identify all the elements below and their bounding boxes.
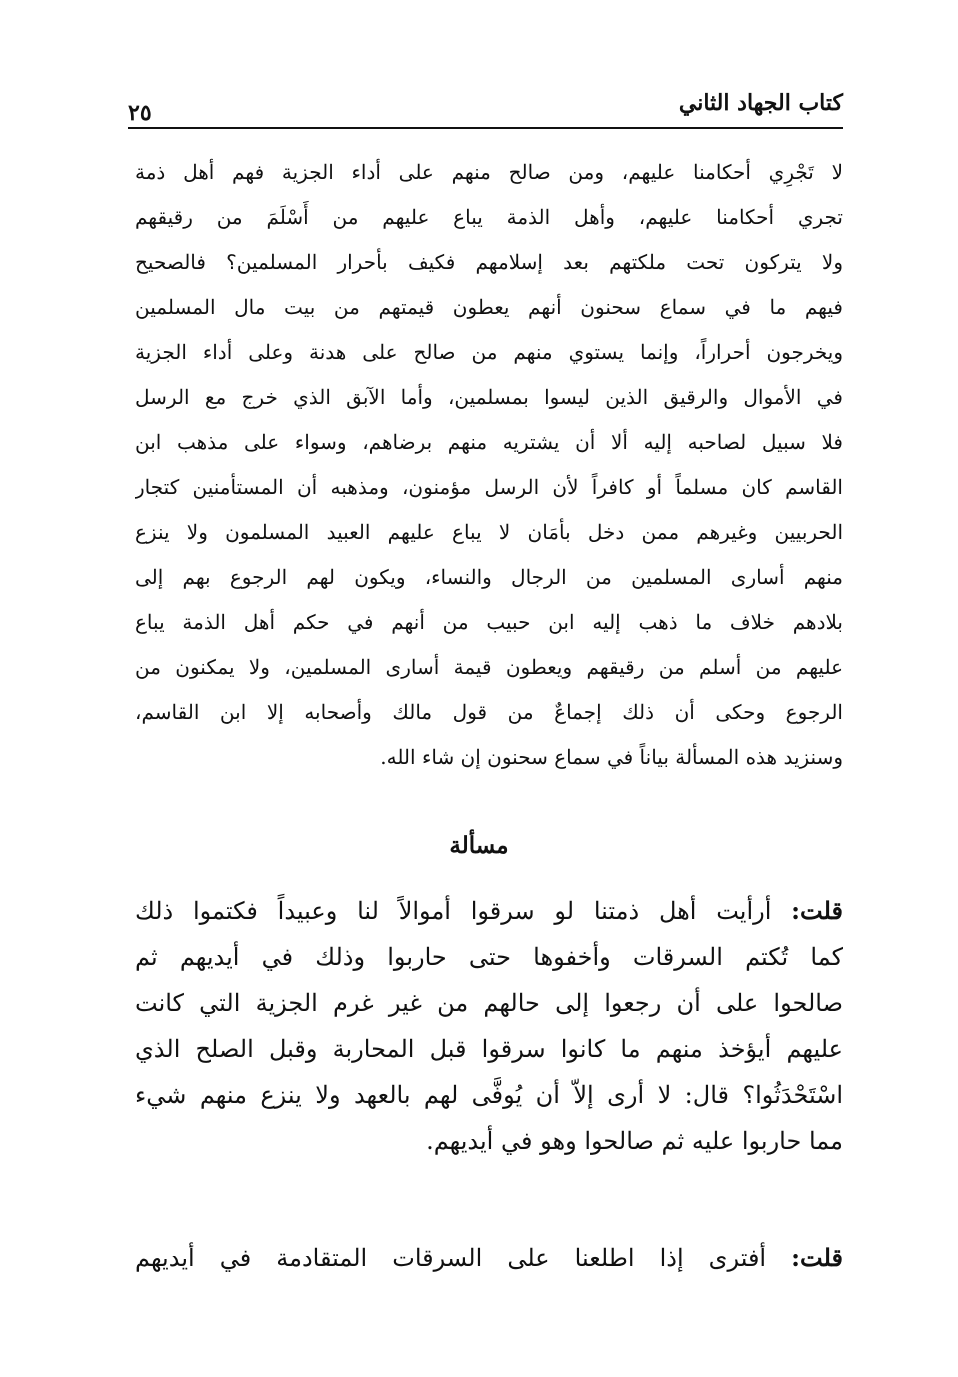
- header-rule: [128, 127, 843, 129]
- text-line: عليهم أيؤخذ منهم ما كانوا سرقوا قبل المحاربة وقبل الصلح الذي: [135, 1035, 843, 1063]
- text-line: في الأموال والرقيق الذين ليسوا بمسلمين، وأما الآبق الذي خرج مع الرسل: [135, 385, 843, 409]
- text-line: ويخرجون أحراراً، وإنما يستوي منهم من صالح على هدنة وعلى أداء الجزية: [135, 340, 843, 364]
- text-line: منهم أسارى المسلمين من الرجال والنساء، ويكون لهم الرجوع بهم إلى: [135, 565, 843, 589]
- text-line: [135, 888, 843, 934]
- text-line: ولا يتركون تحت ملكتهم بعد إسلامهم فكيف بأحرار المسلمين؟ فالصحيح: [135, 250, 843, 274]
- text-line: لا تَجْرِي أحكامنا عليهم، ومن صالح منهم على أداء الجزية فهم أهل ذمة: [135, 160, 843, 184]
- running-header: [128, 88, 843, 128]
- section-heading: مسألة: [449, 832, 509, 859]
- text-line: صالحوا على أن رجعوا إلى حالهم من غير غرم الجزية التي كانت: [135, 989, 843, 1017]
- text-line: عليهم من أسلم من رقيقهم ويعطون قيمة أسارى المسلمين، ولا يمكنون من: [135, 655, 843, 679]
- text-line: فلا سبيل لصاحبه إليه ألا أن يشتريه منهم برضاهم، وسواء على مذهب ابن: [135, 430, 843, 454]
- page-number: ٢٥: [128, 100, 152, 126]
- paragraph-1: [135, 150, 843, 780]
- header-title: كتاب الجهاد الثاني: [678, 90, 843, 116]
- text-line: فيهم ما في سماع سحنون أنهم يعطون قيمتهم من بيت مال المسلمين: [135, 295, 843, 319]
- line-text: أفترى إذا اطلعنا على السرقات المتقادمة في أيديهم: [135, 1244, 767, 1272]
- text-line: مما حاربوا عليه ثم صالحوا وهو في أيديهم.: [426, 1127, 843, 1155]
- paragraph-3: [135, 1235, 843, 1281]
- speaker-label: قلت:: [791, 896, 843, 925]
- paragraph-2: [135, 888, 843, 1164]
- text-line: الرجوع وحكى أن ذلك إجماعٌ من قول مالك وأصحابه إلا ابن القاسم،: [135, 700, 843, 724]
- text-line: الحربيين وغيرهم ممن دخل بأمَان لا يباع عليهم العبيد المسلمون ولا ينزع: [135, 520, 843, 544]
- text-line: كما تُكتم السرقات وأخفوها حتى حاربوا وذلك في أيديهم ثم: [135, 943, 843, 971]
- text-line: تجري أحكامنا عليهم، وأهل الذمة يباع عليهم من أَسْلَمَ من رقيقهم: [135, 205, 843, 229]
- speaker-label: قلت:: [791, 1243, 843, 1272]
- line-text: أرأيت أهل ذمتنا لو سرقوا أموالاً لنا وعبيداً فكتموا ذلك: [135, 897, 772, 925]
- text-line: [135, 1235, 843, 1281]
- text-line: اسْتَحْدَثُوا؟ قال: لا أرى إلاّ أن يُوفَّى لهم بالعهد ولا ينزع منهم شيء: [135, 1081, 843, 1109]
- text-line: بلادهم خلاف ما ذهب إليه ابن حبيب من أنهم في حكم أهل الذمة يباع: [135, 610, 843, 634]
- text-line: القاسم كان مسلماً أو كافراً لأن الرسل مؤمنون، ومذهبه أن المستأمنين كتجار: [135, 475, 843, 499]
- text-line: وسنزيد هذه المسألة بياناً في سماع سحنون إن شاء الله.: [380, 745, 843, 769]
